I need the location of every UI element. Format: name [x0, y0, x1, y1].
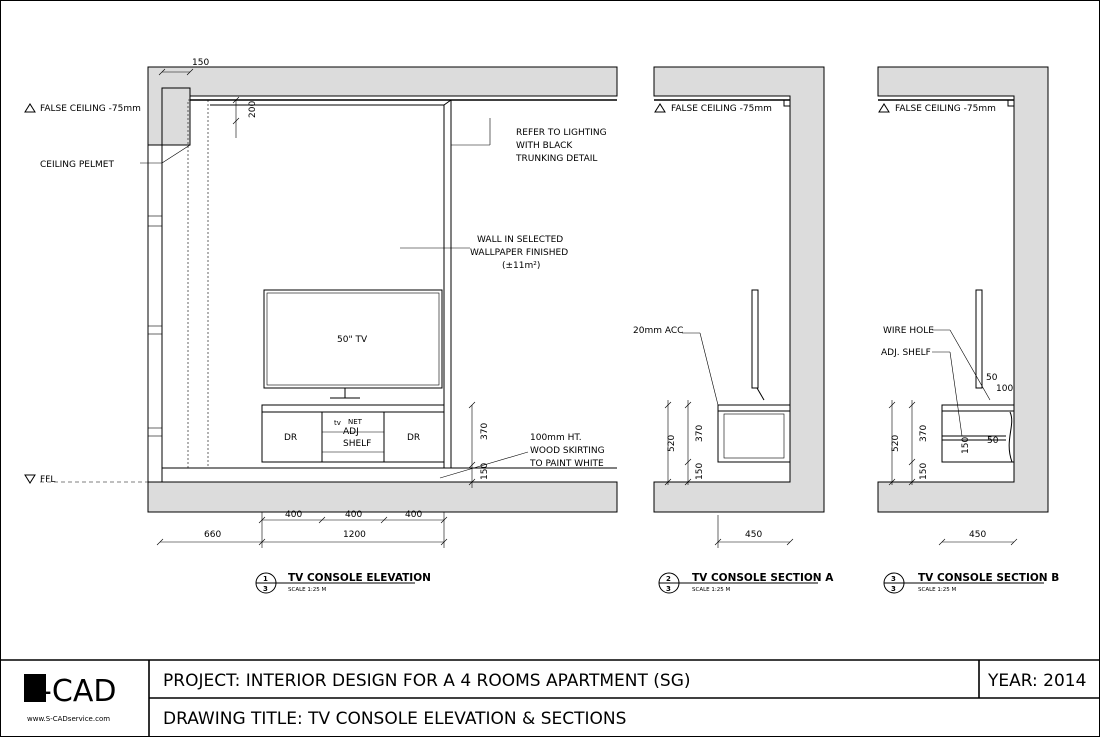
floor-slab [148, 482, 617, 512]
dim-370: 370 [480, 422, 490, 440]
dim-520-a: 520 [667, 434, 677, 452]
dim-1200: 1200 [343, 530, 366, 540]
drawing-title: DRAWING TITLE: TV CONSOLE ELEVATION & SECTIONS [163, 709, 627, 729]
dim-150: 150 [480, 462, 490, 480]
wall-note-1: WALL IN SELECTED [477, 235, 564, 245]
left-wall [148, 145, 162, 482]
lighting-note-3: TRUNKING DETAIL [516, 154, 598, 164]
dim-150-b: 150 [919, 462, 929, 480]
drawer-label-left: DR [284, 433, 298, 443]
dim-450-b: 450 [969, 530, 987, 540]
tv-console-section-b [878, 67, 1048, 545]
tv-console-elevation [25, 67, 617, 548]
false-ceiling-label-a: FALSE CEILING -75mm [671, 104, 772, 114]
ffl-label: FFL [40, 475, 56, 485]
dim-150-top: 150 [192, 58, 210, 68]
view-3-title: TV CONSOLE SECTION B [918, 572, 1060, 584]
view-title-1 [256, 572, 431, 593]
tv-label: 50" TV [337, 335, 368, 345]
view-2-scale: SCALE 1:25 M [692, 587, 731, 593]
adj-shelf-label-2: SHELF [343, 439, 372, 449]
logo-url: www.S-CADservice.com [27, 715, 111, 723]
wall-note-2: WALLPAPER FINISHED [470, 248, 569, 258]
skirting-note-2: WOOD SKIRTING [530, 446, 605, 456]
view-1-title: TV CONSOLE ELEVATION [288, 572, 431, 584]
acc-label: 20mm ACC [633, 326, 684, 336]
net-label: NET [348, 418, 362, 426]
year-label: YEAR: 2014 [988, 671, 1087, 691]
view-title-2 [659, 572, 834, 593]
logo-text: S-CAD [22, 674, 117, 709]
ceiling-pelmet-label: CEILING PELMET [40, 160, 114, 170]
false-ceiling-label-b: FALSE CEILING -75mm [895, 104, 996, 114]
curtain [188, 100, 208, 468]
adj-shelf-label-1: ADJ [343, 427, 359, 437]
view-title-3 [884, 572, 1059, 593]
dim-400-2: 400 [345, 510, 363, 520]
dim-150-a: 150 [695, 462, 705, 480]
skirting-note-1: 100mm HT. [530, 433, 582, 443]
view-2-number: 2 [666, 575, 671, 583]
dim-200: 200 [248, 100, 258, 118]
project-title: PROJECT: INTERIOR DESIGN FOR A 4 ROOMS APARTMENT (SG) [163, 671, 691, 691]
dim-370-b: 370 [919, 424, 929, 442]
dim-100: 100 [996, 384, 1014, 394]
lighting-note-1: REFER TO LIGHTING [516, 128, 607, 138]
view-3-number: 3 [891, 575, 896, 583]
lighting-note-2: WITH BLACK [516, 141, 573, 151]
title-block [0, 660, 1100, 737]
view-3-sheet: 3 [891, 585, 896, 593]
view-1-sheet: 3 [263, 585, 268, 593]
skirting-note-3: TO PAINT WHITE [530, 459, 604, 469]
drawer-label-right: DR [407, 433, 421, 443]
tv-box-label: tv [334, 419, 341, 427]
tv-console-section-a [654, 67, 824, 548]
view-2-title: TV CONSOLE SECTION A [692, 572, 834, 584]
dim-450-a: 450 [745, 530, 763, 540]
dim-50-shelf: 50 [987, 436, 999, 446]
view-2-sheet: 3 [666, 585, 671, 593]
false-ceiling-label: FALSE CEILING -75mm [40, 104, 141, 114]
view-3-scale: SCALE 1:25 M [918, 587, 957, 593]
console-top [262, 405, 444, 412]
wire-hole-label: WIRE HOLE [883, 326, 934, 336]
dim-400-3: 400 [405, 510, 423, 520]
view-1-number: 1 [263, 575, 268, 583]
dim-50-top: 50 [986, 373, 998, 383]
section-a-structure [654, 67, 824, 512]
dim-400-1: 400 [285, 510, 303, 520]
view-1-scale: SCALE 1:25 M [288, 587, 327, 593]
wall-note-3: (±11m²) [502, 261, 541, 271]
adj-shelf-b-label: ADJ. SHELF [881, 348, 931, 358]
dim-660: 660 [204, 530, 222, 540]
dim-520-b: 520 [891, 434, 901, 452]
dim-370-a: 370 [695, 424, 705, 442]
dim-150-shelf: 150 [961, 436, 971, 454]
